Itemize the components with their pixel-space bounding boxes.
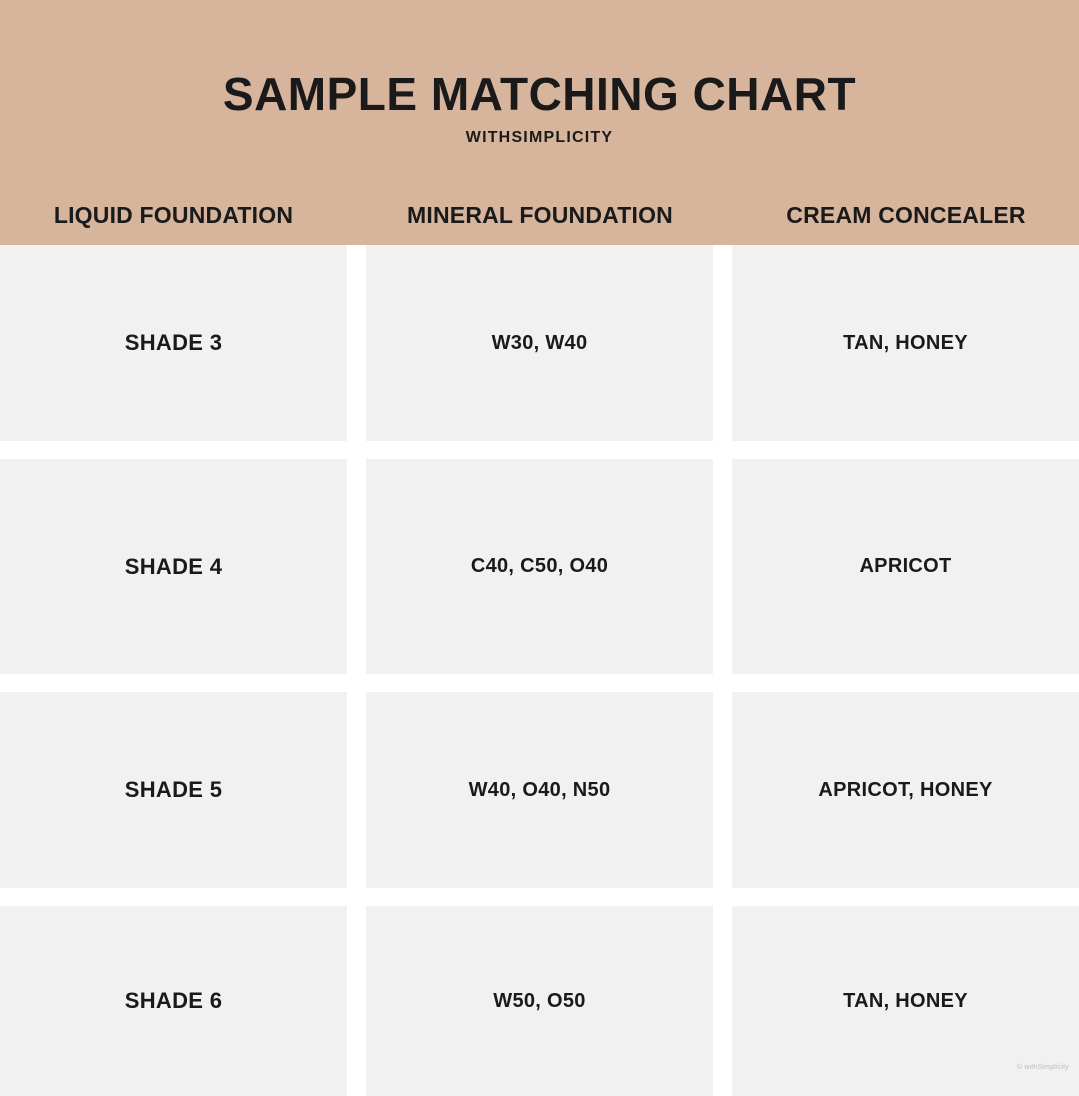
page-title: SAMPLE MATCHING CHART — [222, 68, 857, 120]
cell-mineral: C40, C50, O40 — [366, 459, 713, 674]
cell-shade: SHADE 6 — [0, 906, 347, 1096]
cell-concealer: APRICOT — [732, 459, 1079, 674]
row-divider — [0, 888, 1079, 906]
cell-concealer: APRICOT, HONEY — [732, 692, 1079, 888]
table-row — [0, 245, 1079, 441]
footer-credit: © withSimplicity — [1016, 1064, 1069, 1071]
cell-concealer: TAN, HONEY — [732, 906, 1079, 1096]
brand-subtitle: WITHSIMPLICITY — [465, 129, 614, 146]
table-row — [0, 692, 1079, 888]
column-header-cream-concealer: CREAM CONCEALER — [786, 202, 1026, 228]
cell-mineral: W50, O50 — [366, 906, 713, 1096]
cell-shade: SHADE 4 — [0, 459, 347, 674]
row-divider — [0, 674, 1079, 692]
column-header-mineral-foundation: MINERAL FOUNDATION — [407, 202, 673, 228]
row-divider — [0, 441, 1079, 459]
table-row — [0, 459, 1079, 674]
cell-mineral: W40, O40, N50 — [366, 692, 713, 888]
column-header-liquid-foundation: LIQUID FOUNDATION — [53, 202, 294, 228]
table-row — [0, 906, 1079, 1096]
column-header-row — [0, 198, 1079, 232]
cell-mineral: W30, W40 — [366, 245, 713, 441]
cell-concealer: TAN, HONEY — [732, 245, 1079, 441]
cell-shade: SHADE 5 — [0, 692, 347, 888]
matching-grid — [0, 245, 1079, 1079]
cell-shade: SHADE 3 — [0, 245, 347, 441]
